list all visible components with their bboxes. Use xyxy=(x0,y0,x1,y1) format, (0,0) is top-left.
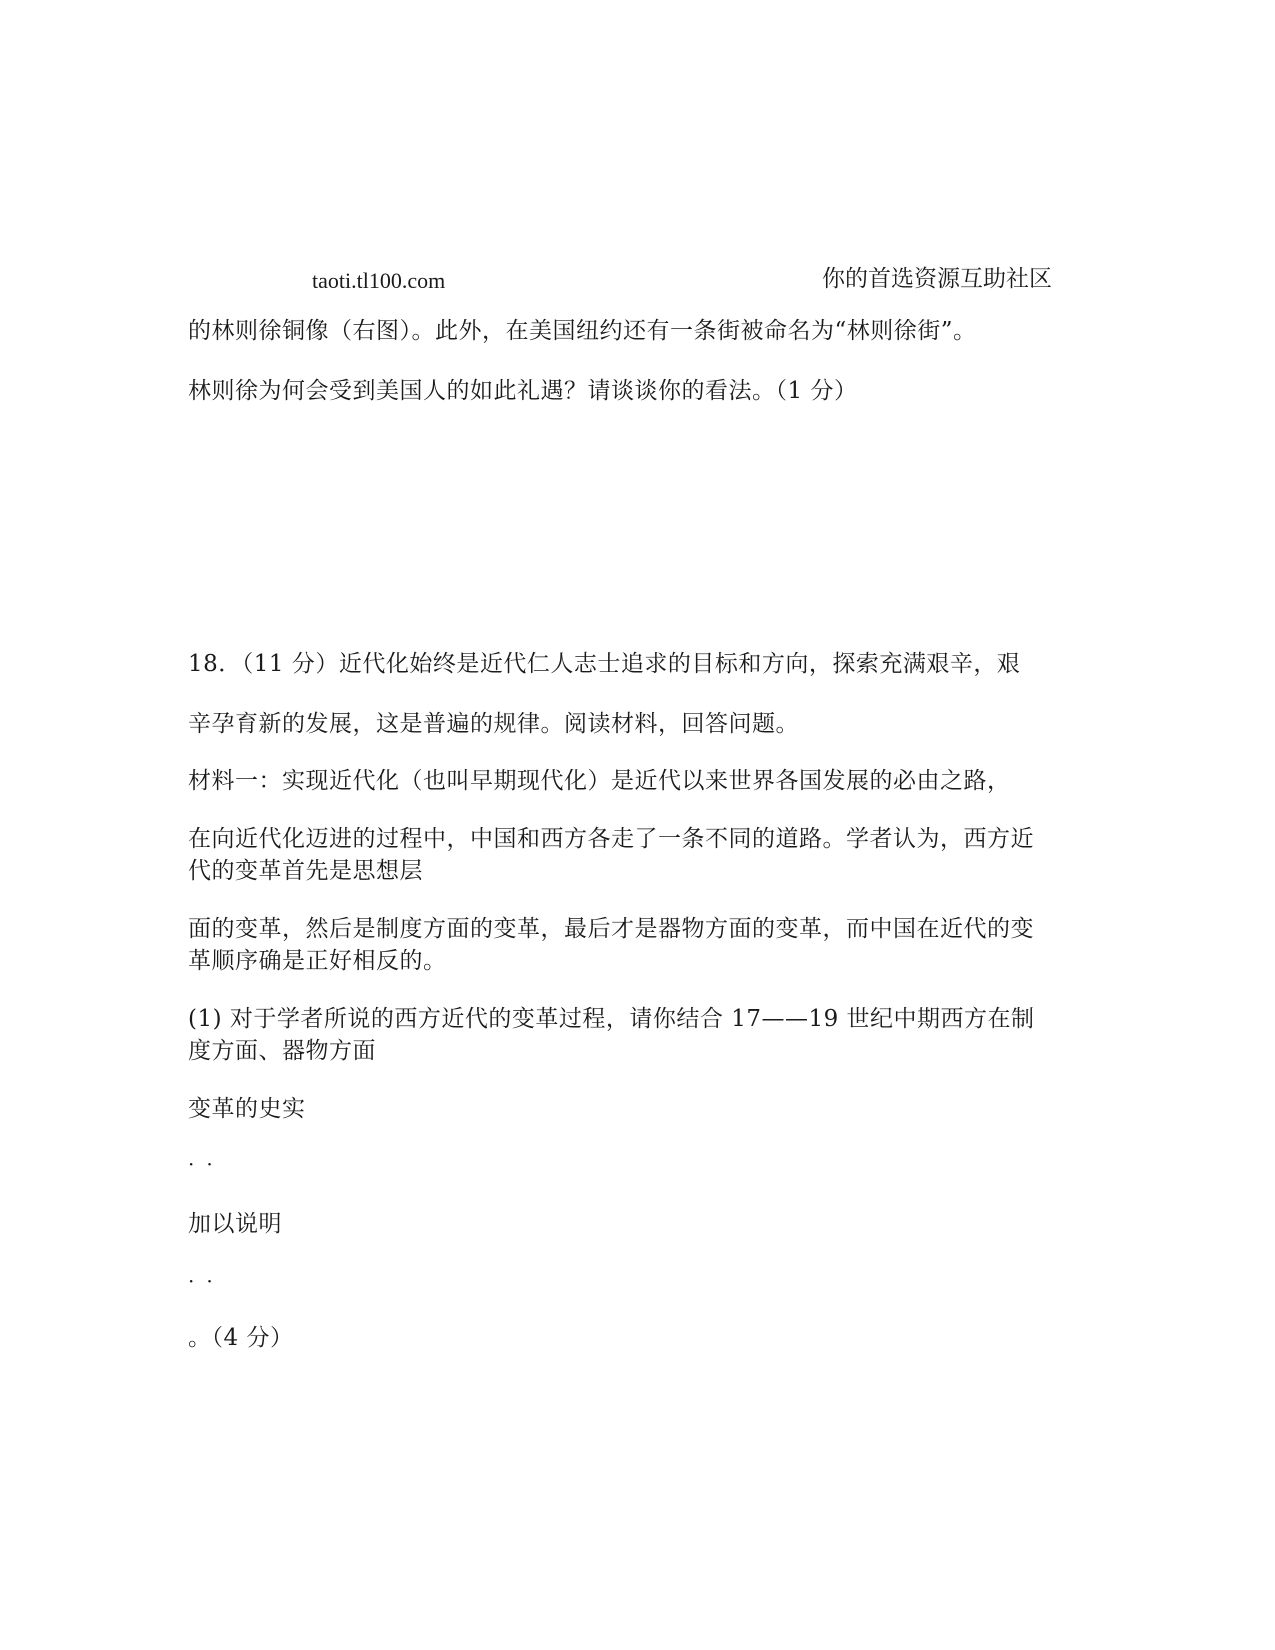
material-1-line-1: 材料一：实现近代化（也叫早期现代化）是近代以来世界各国发展的必由之路， xyxy=(188,768,1011,794)
header-slogan: 你的首选资源互助社区 xyxy=(822,266,1052,292)
sub-question-1-line-1: (1) 对于学者所说的西方近代的变革过程，请你结合 17——19 世纪中期西方在制 xyxy=(188,1006,1035,1032)
paragraph-statue: 的林则徐铜像（右图）。此外，在美国纽约还有一条街被命名为“林则徐街”。 xyxy=(188,318,977,344)
question-lin-zexu: 林则徐为何会受到美国人的如此礼遇？请谈谈你的看法。（1 分） xyxy=(188,378,858,404)
sub-question-1-score: 。（4 分） xyxy=(188,1325,294,1351)
material-1-line-2b: 代的变革首先是思想层 xyxy=(188,858,423,884)
emphasis-dots-2: ·· xyxy=(188,1269,225,1293)
material-1-line-2a: 在向近代化迈进的过程中，中国和西方各走了一条不同的道路。学者认为，西方近 xyxy=(188,826,1034,852)
emphasis-dots-1: ·· xyxy=(188,1152,225,1176)
question-18-line-2: 辛孕育新的发展，这是普遍的规律。阅读材料，回答问题。 xyxy=(188,711,799,737)
sub-question-1-line-3: 变革的史实 xyxy=(188,1096,306,1122)
material-1-line-3b: 革顺序确是正好相反的。 xyxy=(188,948,447,974)
sub-question-1-line-2: 度方面、器物方面 xyxy=(188,1038,376,1064)
question-18-line-1: 18．（11 分）近代化始终是近代仁人志士追求的目标和方向，探索充满艰辛，艰 xyxy=(188,651,1021,677)
material-1-line-3a: 面的变革，然后是制度方面的变革，最后才是器物方面的变革，而中国在近代的变 xyxy=(188,916,1034,942)
header-site-url: taoti.tl100.com xyxy=(312,268,446,293)
sub-question-1-line-4: 加以说明 xyxy=(188,1211,282,1237)
